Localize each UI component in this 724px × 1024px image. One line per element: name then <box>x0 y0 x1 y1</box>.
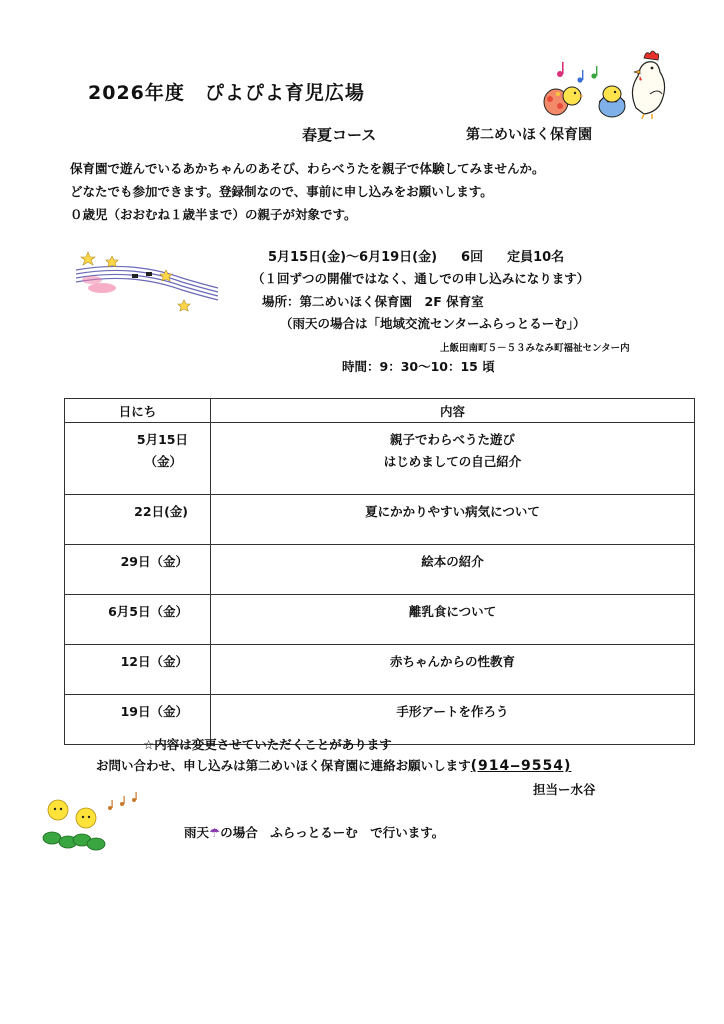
table-row <box>65 595 695 645</box>
schedule-table <box>64 398 695 745</box>
date-text: 6月5日（金） <box>108 604 188 619</box>
period-text: 5月15日(金)～6月19日(金) <box>268 250 438 265</box>
address-text: 上飯田南町５－５３みなみ町福祉センター内 <box>440 343 630 354</box>
content-cell <box>211 545 695 595</box>
content-cell <box>211 595 695 645</box>
change-notice: ☆内容は変更させていただくことがあります <box>143 737 392 752</box>
flower-icon <box>48 800 96 828</box>
date-cell <box>65 423 211 495</box>
place-text: 場所：第二めいほく保育園 2F 保育室 <box>262 294 484 309</box>
date-cell <box>65 645 211 695</box>
intro-line: 保育園で遊んでいるあかちゃんのあそび、わらべうたを親子で体験してみませんか。 <box>70 161 545 176</box>
table-row <box>65 645 695 695</box>
session-count: 6回 <box>461 250 484 265</box>
page-title: 2026年度 ぴよぴよ育児広場 <box>88 82 365 104</box>
weekday-text: （金） <box>144 454 182 469</box>
intro-line: ０歳児（おおむね１歳半まで）の親子が対象です。 <box>70 207 357 222</box>
course-name: 春夏コース <box>302 126 377 144</box>
content-text: 親子でわらべうた遊び <box>389 432 515 447</box>
table-row <box>65 545 695 595</box>
intro-line: どなたでも参加できます。登録制なので、事前に申し込みをお願いします。 <box>70 184 493 199</box>
music-note-icon <box>557 62 564 77</box>
registration-note: （１回ずつの開催ではなく、通しでの申し込みになります） <box>252 271 590 286</box>
rainy-prefix: 雨天 <box>184 825 210 840</box>
music-note-icon <box>591 66 597 79</box>
rainy-suffix: の場合 ふらっとるーむ で行います。 <box>220 825 445 840</box>
table-row <box>65 495 695 545</box>
flower-illustration <box>40 792 150 856</box>
capacity: 定員10名 <box>507 250 565 265</box>
egg-chick-icon <box>599 86 625 117</box>
table-header-row <box>65 399 695 423</box>
date-text: 19日（金） <box>120 704 188 719</box>
date-text: 22日(金) <box>134 504 188 519</box>
content-cell <box>211 495 695 545</box>
table-row <box>65 423 695 495</box>
content-cell <box>211 423 695 495</box>
contact-line <box>96 756 571 774</box>
umbrella-icon: ☂ <box>209 825 221 840</box>
date-text: 5月15日 <box>136 432 188 447</box>
music-note-icon <box>108 792 137 810</box>
content-text: 赤ちゃんからの性教育 <box>389 654 515 669</box>
leaf-icon <box>43 832 105 850</box>
date-text: 12日（金） <box>120 654 188 669</box>
chick-icon <box>563 87 584 105</box>
venue-name: 第二めいほく保育園 <box>466 127 592 143</box>
content-text: 離乳食について <box>408 604 497 619</box>
course-period <box>268 246 564 265</box>
date-cell <box>65 595 211 645</box>
chick-hen-illustration <box>540 44 672 120</box>
phone-number: (914‒9554) <box>470 758 572 774</box>
column-header-content: 内容 <box>211 399 695 423</box>
column-header-date: 日にち <box>65 399 211 423</box>
time-text: 時間：9：30～10：15 頃 <box>342 359 495 374</box>
content-text: 夏にかかりやすい病気について <box>365 504 540 519</box>
content-text: はじめましての自己紹介 <box>383 454 522 469</box>
date-cell <box>65 545 211 595</box>
date-text: 29日（金） <box>120 554 188 569</box>
content-text: 手形アートを作ろう <box>396 704 509 719</box>
contact-text: お問い合わせ、申し込みは第二めいほく保育園に連絡お願いします <box>96 758 471 773</box>
music-note-icon <box>577 70 583 83</box>
date-cell <box>65 495 211 545</box>
content-cell <box>211 645 695 695</box>
content-text: 絵本の紹介 <box>421 554 484 569</box>
rainy-day-note <box>184 823 444 841</box>
hen-icon <box>632 51 664 119</box>
person-in-charge: 担当ー水谷 <box>533 782 596 797</box>
rain-place-text: （雨天の場合は「地域交流センターふらっとるーむ」） <box>280 316 586 331</box>
star-ribbon-illustration <box>72 248 222 312</box>
